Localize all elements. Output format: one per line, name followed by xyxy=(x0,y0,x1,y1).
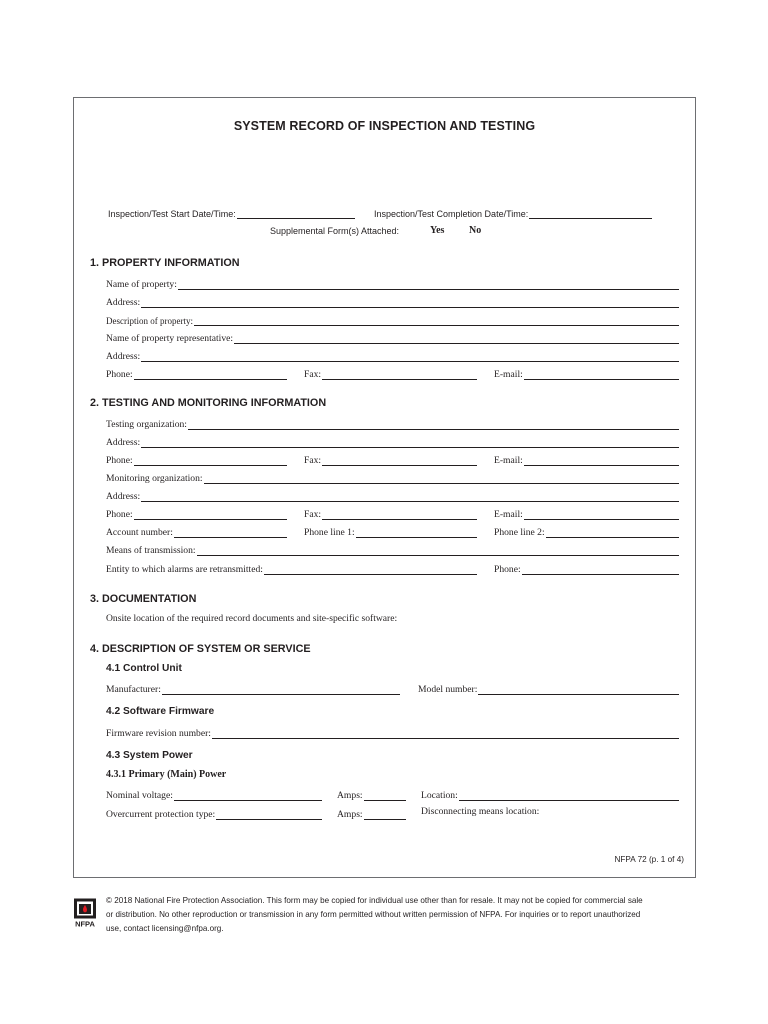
monitoring-fax-label: Fax: xyxy=(304,509,322,520)
amps-2-label: Amps: xyxy=(337,809,363,820)
retransmit-entity-blank[interactable] xyxy=(264,564,477,575)
nominal-voltage-label: Nominal voltage: xyxy=(106,790,173,801)
copyright-notice xyxy=(106,894,698,936)
amps-2-blank[interactable] xyxy=(364,809,406,820)
model-number-label: Model number: xyxy=(418,684,478,695)
property-address-field[interactable] xyxy=(106,294,679,308)
testing-org-label: Testing organization: xyxy=(106,419,187,430)
retransmit-entity-field[interactable] xyxy=(106,561,477,575)
software-firmware-heading: 4.2 Software Firmware xyxy=(106,706,215,717)
property-email-field[interactable] xyxy=(494,366,679,380)
retransmit-phone-field[interactable] xyxy=(494,561,679,575)
completion-datetime-field[interactable] xyxy=(374,205,652,219)
property-rep-label: Name of property representative: xyxy=(106,333,234,344)
property-phone-field[interactable] xyxy=(106,366,287,380)
name-of-property-label: Name of property: xyxy=(106,279,177,290)
property-fax-field[interactable] xyxy=(304,366,477,380)
firmware-revision-label: Firmware revision number: xyxy=(106,728,211,739)
model-number-blank[interactable] xyxy=(478,684,679,695)
location-label: Location: xyxy=(421,790,458,801)
testing-phone-field[interactable] xyxy=(106,452,287,466)
retransmit-phone-label: Phone: xyxy=(494,564,521,575)
phone-line-2-blank[interactable] xyxy=(546,527,679,538)
monitoring-org-blank[interactable] xyxy=(204,473,679,484)
rep-address-label: Address: xyxy=(106,351,141,362)
overcurrent-type-label: Overcurrent protection type: xyxy=(106,809,216,820)
name-of-property-blank[interactable] xyxy=(178,279,679,290)
onsite-location-label: Onsite location of the required record documents and site-specific software: xyxy=(106,613,398,624)
phone-line-1-label: Phone line 1: xyxy=(304,527,355,538)
section-1-heading: 1. PROPERTY INFORMATION xyxy=(90,257,240,269)
firmware-revision-field[interactable] xyxy=(106,725,679,739)
page-number: NFPA 72 (p. 1 of 4) xyxy=(614,855,684,864)
monitoring-email-label: E-mail: xyxy=(494,509,523,520)
phone-line-2-field[interactable] xyxy=(494,524,679,538)
monitoring-fax-blank[interactable] xyxy=(322,509,477,520)
property-address-label: Address: xyxy=(106,297,141,308)
description-label: Description of property: xyxy=(106,316,193,326)
start-datetime-blank[interactable] xyxy=(237,208,355,219)
property-address-blank[interactable] xyxy=(141,297,679,308)
testing-phone-label: Phone: xyxy=(106,455,133,466)
means-of-transmission-label: Means of transmission: xyxy=(106,545,196,556)
primary-power-heading: 4.3.1 Primary (Main) Power xyxy=(106,769,227,780)
system-power-heading: 4.3 System Power xyxy=(106,750,193,761)
monitoring-email-field[interactable] xyxy=(494,506,679,520)
monitoring-org-field[interactable] xyxy=(106,470,679,484)
location-blank[interactable] xyxy=(459,790,679,801)
testing-email-label: E-mail: xyxy=(494,455,523,466)
monitoring-address-blank[interactable] xyxy=(141,491,679,502)
testing-email-blank[interactable] xyxy=(524,455,679,466)
description-blank[interactable] xyxy=(194,315,679,326)
means-of-transmission-blank[interactable] xyxy=(197,545,679,556)
property-fax-blank[interactable] xyxy=(322,369,477,380)
nfpa-logo-icon xyxy=(73,898,97,928)
testing-fax-label: Fax: xyxy=(304,455,322,466)
rep-address-blank[interactable] xyxy=(141,351,679,362)
monitoring-org-label: Monitoring organization: xyxy=(106,473,203,484)
testing-address-blank[interactable] xyxy=(141,437,679,448)
nominal-voltage-field[interactable] xyxy=(106,787,322,801)
property-email-label: E-mail: xyxy=(494,369,523,380)
manufacturer-field[interactable] xyxy=(106,681,400,695)
testing-email-field[interactable] xyxy=(494,452,679,466)
nfpa-logo-text: NFPA xyxy=(75,919,95,928)
testing-fax-blank[interactable] xyxy=(322,455,477,466)
section-2-heading: 2. TESTING AND MONITORING INFORMATION xyxy=(90,397,327,409)
rep-address-field[interactable] xyxy=(106,348,679,362)
testing-address-field[interactable] xyxy=(106,434,679,448)
phone-line-2-label: Phone line 2: xyxy=(494,527,545,538)
account-number-blank[interactable] xyxy=(174,527,287,538)
section-4-heading: 4. DESCRIPTION OF SYSTEM OR SERVICE xyxy=(90,643,311,655)
amps-label: Amps: xyxy=(337,790,363,801)
property-email-blank[interactable] xyxy=(524,369,679,380)
firmware-revision-blank[interactable] xyxy=(212,728,679,739)
testing-phone-blank[interactable] xyxy=(134,455,287,466)
amps-field[interactable] xyxy=(337,787,406,801)
phone-line-1-blank[interactable] xyxy=(356,527,477,538)
copyright-line-3: use, contact licensing@nfpa.org. xyxy=(106,924,224,933)
property-phone-label: Phone: xyxy=(106,369,133,380)
copyright-line-1: © 2018 National Fire Protection Association. This form may be copied for individual use other than for resale. It may not be copied for commercial sale xyxy=(106,896,643,905)
start-datetime-field[interactable] xyxy=(108,205,355,219)
manufacturer-label: Manufacturer: xyxy=(106,684,161,695)
monitoring-phone-field[interactable] xyxy=(106,506,287,520)
copyright-line-2: or distribution. No other reproduction or transmission in any form permitted without written permission of NFPA. For inquiries or to report unauthorized xyxy=(106,910,641,919)
property-rep-field[interactable] xyxy=(106,330,679,344)
account-number-label: Account number: xyxy=(106,527,173,538)
disconnecting-means-label: Disconnecting means location: xyxy=(421,806,540,817)
nominal-voltage-blank[interactable] xyxy=(174,790,322,801)
supplemental-no[interactable]: No xyxy=(469,225,482,236)
form-title: SYSTEM RECORD OF INSPECTION AND TESTING xyxy=(233,119,536,133)
retransmit-entity-label: Entity to which alarms are retransmitted: xyxy=(106,564,263,575)
property-phone-blank[interactable] xyxy=(134,369,287,380)
property-fax-label: Fax: xyxy=(304,369,322,380)
name-of-property-field[interactable] xyxy=(106,276,679,290)
overcurrent-type-field[interactable] xyxy=(106,806,322,820)
start-datetime-label: Inspection/Test Start Date/Time: xyxy=(108,209,236,219)
monitoring-phone-label: Phone: xyxy=(106,509,133,520)
means-of-transmission-field[interactable] xyxy=(106,542,679,556)
monitoring-email-blank[interactable] xyxy=(524,509,679,520)
nfpa-logo xyxy=(73,898,97,928)
control-unit-heading: 4.1 Control Unit xyxy=(106,663,182,674)
phone-line-1-field[interactable] xyxy=(304,524,477,538)
section-3-heading: 3. DOCUMENTATION xyxy=(90,593,197,605)
property-rep-blank[interactable] xyxy=(234,333,679,344)
overcurrent-type-blank[interactable] xyxy=(216,809,322,820)
retransmit-phone-blank[interactable] xyxy=(522,564,679,575)
supplemental-yes[interactable]: Yes xyxy=(430,225,445,236)
testing-fax-field[interactable] xyxy=(304,452,477,466)
description-field[interactable] xyxy=(106,312,679,326)
amps-blank[interactable] xyxy=(364,790,406,801)
monitoring-address-label: Address: xyxy=(106,491,141,502)
supplemental-label: Supplemental Form(s) Attached: xyxy=(270,226,400,236)
location-field[interactable] xyxy=(421,787,679,801)
account-number-field[interactable] xyxy=(106,524,287,538)
manufacturer-blank[interactable] xyxy=(162,684,400,695)
model-number-field[interactable] xyxy=(418,681,679,695)
monitoring-address-field[interactable] xyxy=(106,488,679,502)
testing-org-blank[interactable] xyxy=(188,419,679,430)
amps-2-field[interactable] xyxy=(337,806,406,820)
monitoring-fax-field[interactable] xyxy=(304,506,477,520)
completion-datetime-blank[interactable] xyxy=(529,208,652,219)
completion-datetime-label: Inspection/Test Completion Date/Time: xyxy=(374,209,529,219)
monitoring-phone-blank[interactable] xyxy=(134,509,287,520)
testing-address-label: Address: xyxy=(106,437,141,448)
testing-org-field[interactable] xyxy=(106,416,679,430)
